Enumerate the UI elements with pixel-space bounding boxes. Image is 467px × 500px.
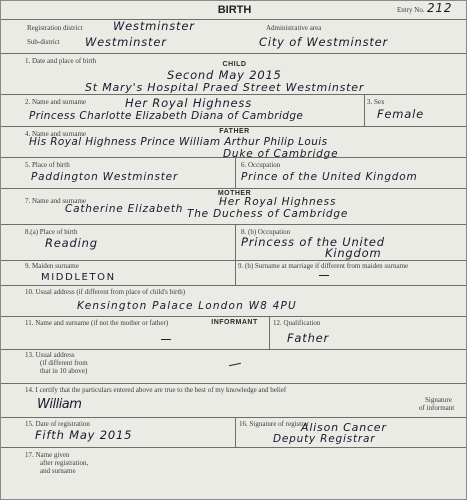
field-14-row — [1, 383, 467, 417]
field-3-label: 3. Sex — [367, 98, 385, 106]
field-13-label-line-2: (if different from — [40, 359, 88, 367]
father-name-line-2: Duke of Cambridge — [223, 148, 339, 160]
field-7-row — [1, 188, 467, 224]
entry-number: 212 — [427, 1, 453, 15]
mother-title: Her Royal Highness — [219, 196, 337, 208]
sub-district-label: Sub-district — [27, 38, 60, 46]
field-13-row — [1, 349, 467, 383]
mother-occupation-1: Princess of the United — [241, 235, 385, 249]
signature-label-line-2: of informant — [419, 404, 455, 412]
field-5-6-row — [1, 157, 467, 188]
child-full-name: Princess Charlotte Elizabeth Diana of Cambridge — [29, 110, 304, 122]
sub-district-value: Westminster — [85, 35, 167, 49]
father-birthplace: Paddington Westminster — [31, 171, 179, 183]
informant-qualification: Father — [287, 331, 330, 345]
field-2-row — [1, 94, 467, 126]
field-17-label-line-3: and surname — [40, 467, 76, 475]
registration-district-row — [1, 19, 467, 53]
child-section-heading: CHILD — [222, 61, 247, 68]
field-15-label: 15. Date of registration — [25, 420, 90, 428]
field-17-label-line-2: after registration, — [40, 459, 89, 467]
registrar-signature: Alison Cancer — [301, 421, 387, 434]
mother-styled-name: The Duchess of Cambridge — [187, 208, 349, 220]
registrar-title: Deputy Registrar — [273, 433, 376, 445]
father-section-heading: FATHER — [219, 128, 250, 135]
mother-birthplace: Reading — [45, 236, 98, 250]
mother-occupation-2: Kingdom — [325, 246, 382, 260]
field-10-row — [1, 285, 467, 316]
field-9-label: 9. Maiden surname — [25, 262, 79, 270]
signature-label: Signature — [425, 396, 452, 404]
child-sex: Female — [377, 107, 425, 121]
registration-date: Fifth May 2015 — [35, 428, 133, 442]
field-16-label: 16. Signature of registrar — [239, 420, 309, 428]
informant-section-heading: INFORMANT — [211, 319, 258, 326]
field-1-label: 1. Date and place of birth — [25, 57, 97, 65]
child-birth-place: St Mary's Hospital Praed Street Westminster — [85, 81, 365, 94]
field-8a-label: 8.(a) Place of birth — [25, 228, 78, 236]
field-11-12-row — [1, 316, 467, 349]
registration-district-value: Westminster — [113, 19, 195, 33]
field-13-label: 13. Usual address — [25, 351, 75, 359]
field-4-row — [1, 126, 467, 160]
child-title: Her Royal Highness — [125, 96, 253, 110]
mother-usual-address: Kensington Palace London W8 4PU — [77, 300, 297, 312]
field-1-row — [1, 53, 467, 94]
field-9b-label: 9. (b) Surname at marriage if different from maiden surname — [238, 262, 409, 270]
entry-number-label: Entry No. — [397, 6, 425, 14]
father-occupation: Prince of the United Kingdom — [241, 171, 418, 183]
field-6-label: 6. Occupation — [241, 161, 281, 169]
field-8-row — [1, 224, 467, 260]
mother-maiden-surname: MIDDLETON — [41, 272, 116, 283]
field-15-16-row — [1, 417, 467, 447]
field-5-label: 5. Place of birth — [25, 161, 70, 169]
field-17-label: 17. Name given — [25, 451, 70, 459]
field-17-row — [1, 447, 467, 500]
field-13-label-line-3: that in 10 above) — [40, 367, 88, 375]
field-4-label: 4. Name and surname — [25, 130, 87, 138]
form-title: BIRTH — [217, 4, 252, 16]
mother-first-names: Catherine Elizabeth — [65, 203, 184, 215]
administrative-area-value: City of Westminster — [259, 35, 389, 49]
field-12-label: 12. Qualification — [273, 319, 321, 327]
field-7-label: 7. Name and surname — [25, 197, 87, 205]
field-14-label: 14. I certify that the particulars entered above are true to the best of my knowledge and belief — [25, 386, 287, 394]
mother-section-heading: MOTHER — [217, 190, 252, 197]
registration-district-label: Registration district — [27, 24, 83, 32]
administrative-area-label: Administrative area — [266, 24, 322, 32]
child-birth-date: Second May 2015 — [167, 68, 282, 82]
field-11-label: 11. Name and surname (if not the mother or father) — [25, 319, 169, 327]
field-8b-label: 8. (b) Occupation — [241, 228, 291, 236]
field-2-label: 2. Name and surname — [25, 98, 87, 106]
father-name-line-1: His Royal Highness Prince William Arthur Philip Louis — [29, 136, 328, 148]
informant-signature: William — [37, 397, 82, 412]
field-10-label: 10. Usual address (if different from place of child's birth) — [25, 288, 186, 296]
field-9-row — [1, 260, 467, 285]
